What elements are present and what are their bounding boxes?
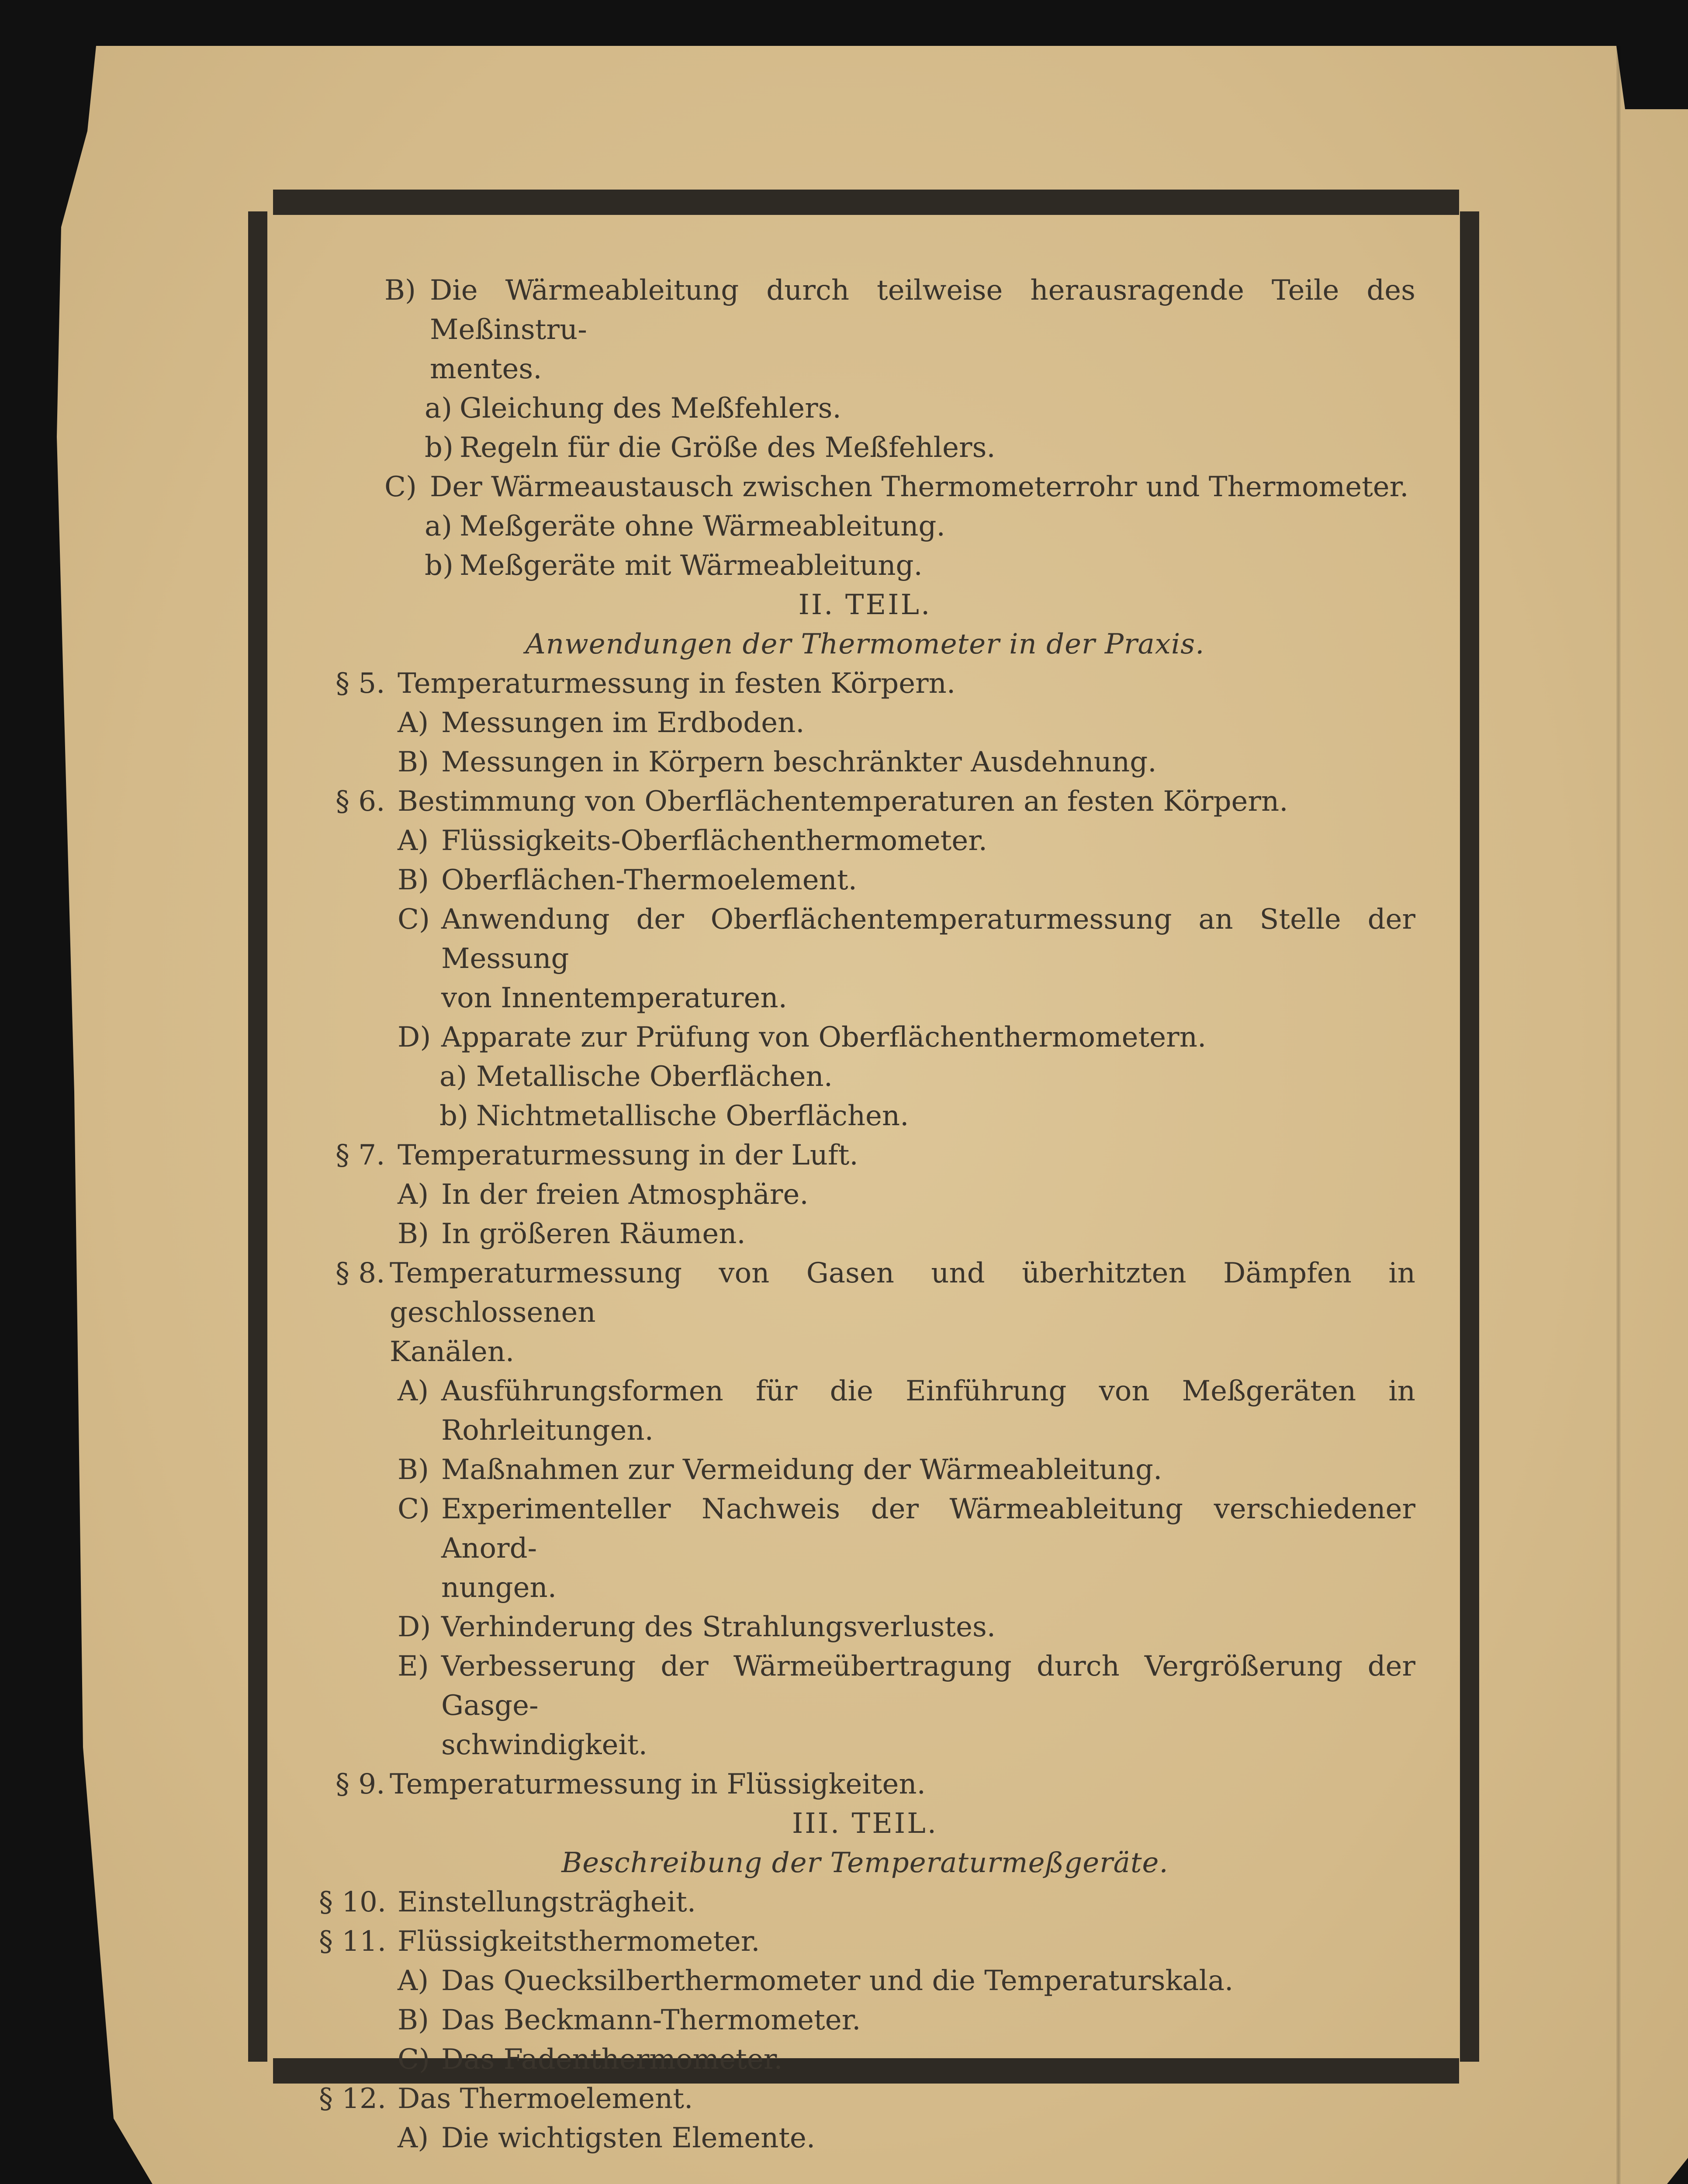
part-heading: III. TEIL.	[792, 1807, 938, 1840]
section-8: § 8. Temperaturmessung von Gasen und überhitzten Dämpfen in geschlossenen	[336, 1257, 1415, 1329]
toc-item: A) Ausführungsformen für die Einführung von Meßgeräten in Rohrleitungen.	[398, 1375, 1415, 1447]
section-12: § 12. Das Thermoelement.	[319, 2083, 693, 2115]
part-subtitle: Anwendungen der Thermometer in der Praxis.	[525, 628, 1205, 660]
table-of-contents	[315, 271, 1415, 2158]
toc-item-continuation: schwindigkeit.	[441, 1729, 647, 1761]
page-fold	[1616, 46, 1621, 2184]
section-10: § 10. Einstellungsträgheit.	[319, 1886, 696, 1918]
toc-item: C) Anwendung der Oberflächentemperaturmessung an Stelle der Messung	[398, 903, 1415, 975]
part-heading: II. TEIL.	[798, 589, 932, 621]
toc-subitem: b) Meßgeräte mit Wärmeableitung.	[425, 549, 923, 582]
toc-item: B) In größeren Räumen.	[398, 1218, 746, 1250]
toc-subitem: b) Regeln für die Größe des Meßfehlers.	[425, 432, 996, 464]
toc-item: B) Das Beckmann-Thermometer.	[398, 2004, 861, 2036]
toc-subitem: b) Nichtmetallische Oberflächen.	[439, 1100, 909, 1132]
toc-item: D) Apparate zur Prüfung von Oberflächenthermometern.	[398, 1021, 1207, 1054]
toc-subitem: a) Gleichung des Meßfehlers.	[425, 392, 841, 425]
toc-item: B) Oberflächen-Thermoelement.	[398, 864, 857, 896]
section-5: § 5. Temperaturmessung in festen Körpern.	[336, 667, 956, 700]
toc-item: C) Der Wärmeaustausch zwischen Thermometerrohr und Thermometer.	[384, 471, 1409, 503]
section-7: § 7. Temperaturmessung in der Luft.	[336, 1139, 858, 1171]
toc-item-continuation: von Innentemperaturen.	[441, 982, 787, 1014]
toc-item-continuation: mentes.	[430, 353, 542, 385]
toc-item: D) Verhinderung des Strahlungsverlustes.	[398, 1611, 996, 1643]
section-11: § 11. Flüssigkeitsthermometer.	[319, 1925, 760, 1958]
toc-item: B) Messungen in Körpern beschränkter Ausdehnung.	[398, 746, 1157, 778]
toc-item: A) In der freien Atmosphäre.	[398, 1178, 809, 1211]
section-6: § 6. Bestimmung von Oberflächentemperaturen an festen Körpern.	[336, 785, 1288, 818]
part-subtitle: Beschreibung der Temperaturmeßgeräte.	[561, 1847, 1169, 1879]
toc-item: C) Experimenteller Nachweis der Wärmeableitung verschiedener Anord-	[398, 1493, 1415, 1565]
toc-item: B) Maßnahmen zur Vermeidung der Wärmeableitung.	[398, 1454, 1162, 1486]
frame-right-border	[1460, 211, 1479, 2062]
toc-item: A) Das Quecksilberthermometer und die Temperaturskala.	[398, 1965, 1234, 1997]
toc-item: A) Die wichtigsten Elemente.	[398, 2122, 816, 2154]
toc-item: B) Die Wärmeableitung durch teilweise herausragende Teile des Meßinstru-	[384, 274, 1415, 346]
section-8-continuation: Kanälen.	[390, 1336, 515, 1368]
section-9: § 9. Temperaturmessung in Flüssigkeiten.	[336, 1768, 926, 1800]
toc-item: E) Verbesserung der Wärmeübertragung durch Vergrößerung der Gasge-	[398, 1650, 1415, 1722]
frame-top-border	[273, 190, 1459, 215]
toc-item-continuation: nungen.	[441, 1572, 557, 1604]
toc-item: C) Das Fadenthermometer.	[398, 2043, 783, 2076]
toc-item: A) Flüssigkeits-Oberflächenthermometer.	[398, 825, 988, 857]
toc-subitem: a) Meßgeräte ohne Wärmeableitung.	[425, 510, 945, 543]
toc-subitem: a) Metallische Oberflächen.	[439, 1061, 833, 1093]
toc-item: A) Messungen im Erdboden.	[398, 707, 805, 739]
frame-left-border	[248, 211, 267, 2062]
